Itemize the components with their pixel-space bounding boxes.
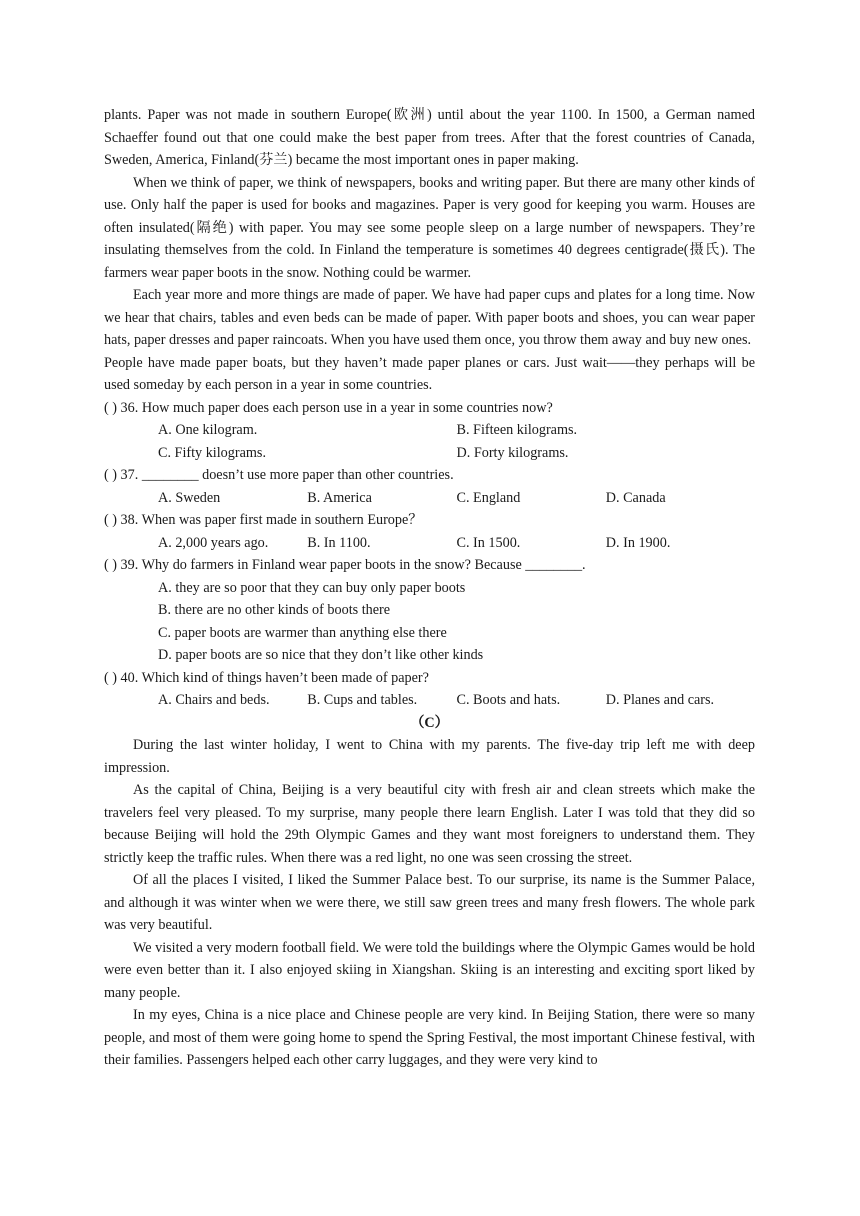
question-stem: ( ) 38. When was paper first made in southern Europe？ [104,512,423,528]
question-stem: ( ) 40. Which kind of things haven’t been made of paper? [104,669,429,686]
answer-option: A. 2,000 years ago. [158,534,269,551]
question-options [104,442,755,465]
passage-c-paragraph: During the last winter holiday, I went to China with my parents. The five-day trip left me with deep impression. [104,737,755,776]
question-options [104,532,755,555]
question-stem: ( ) 39. Why do farmers in Finland wear paper boots in the snow? Because ________. [104,557,586,573]
passage-b-paragraph: plants. Paper was not made in southern Europe(欧洲) until about the year 1100. In 1500, a German named Schaeffer found out that one could make the best paper from trees. After that the forest countries of Canada, Sweden, America, Finland(芬兰) became the most important ones in paper making. [104,107,755,168]
answer-option: A. they are so poor that they can buy only paper boots [158,579,466,596]
passage-c-paragraph: We visited a very modern football field. We were told the buildings where the Olympic Games would be hold were even better than it. I also enjoyed skiing in Xiangshan. Skiing is an interesting and exciting sport liked by many people. [104,939,755,1001]
answer-option: B. Cups and tables. [307,692,418,708]
answer-option: D. Canada [605,489,666,506]
passage-c-paragraph: As the capital of China, Beijing is a very beautiful city with fresh air and clean streets which make the travelers feel very pleased. To my surprise, many people there learn English. Later I was told that they did so because Beijing will hold the 29th Olympic Games and they want most foreigners to understand them. They strictly keep the traffic rules. When there was a red light, no one was seen crossing the street. [104,782,755,866]
answer-option: B. America [307,489,372,506]
answer-option: A. Sweden [158,489,221,506]
answer-option: A. One kilogram. [158,422,258,438]
passage-b-paragraph: People have made paper boats, but they haven’t made paper planes or cars. Just wait——they perhaps will be used someday by each person in a year in some countries. [104,354,755,393]
passage-b-paragraph: When we think of paper, we think of newspapers, books and writing paper. But there are many other kinds of use. Only half the paper is used for books and magazines. Paper is very good for keeping you warm. Houses are often insulated(隔绝) with paper. You may see some people sleep on a large number of newspapers. They’re insulating themselves from the cold. In Finland the temperature is sometimes 40 degrees centigrade(摄氏). The farmers wear paper boots in the snow. Nothing could be warmer. [104,174,755,281]
answer-option: D. Forty kilograms. [456,444,569,461]
answer-option: C. Boots and hats. [456,692,561,708]
section-title: （C） [410,714,449,731]
question-stem: ( ) 37. ________ doesn’t use more paper than other countries. [104,467,454,483]
answer-option: D. Planes and cars. [605,692,715,708]
answer-option: A. Chairs and beds. [158,692,270,708]
answer-option: C. paper boots are warmer than anything else there [158,624,447,641]
answer-option: C. Fifty kilograms. [158,444,266,461]
answer-option: D. In 1900. [605,534,671,551]
answer-option: B. In 1100. [307,534,371,551]
question-options [104,487,755,510]
question-options [104,689,755,712]
question-stem: ( ) 36. How much paper does each person use in a year in some countries now? [104,399,553,416]
question-options [104,419,755,442]
passage-b-paragraph: Each year more and more things are made of paper. We have had paper cups and plates for a long time. Now we hear that chairs, tables and even beds can be made of paper. With paper boots and shoes, you can wear paper hats, paper dresses and paper raincoats. When you have used them once, you throw them away and buy new ones. [104,287,755,348]
answer-option: C. England [456,489,521,506]
answer-option: B. Fifteen kilograms. [456,422,578,438]
passage-c-paragraph: Of all the places I visited, I liked the Summer Palace best. To our surprise, its name is the Summer Palace, and although it was winter when we were there, we still saw green trees and many fresh flowers. The whole park was very beautiful. [104,872,755,933]
document-page [104,104,755,1072]
answer-option: B. there are no other kinds of boots there [158,602,391,618]
passage-c-paragraph: In my eyes, China is a nice place and Chinese people are very kind. In Beijing Station, there were so many people, and most of them were going home to spend the Spring Festival, the most important Chinese festival, with their families. Passengers helped each other carry luggages, and they were very kind to [104,1007,755,1068]
answer-option: D. paper boots are so nice that they don’t like other kinds [158,647,484,663]
answer-option: C. In 1500. [456,534,521,551]
